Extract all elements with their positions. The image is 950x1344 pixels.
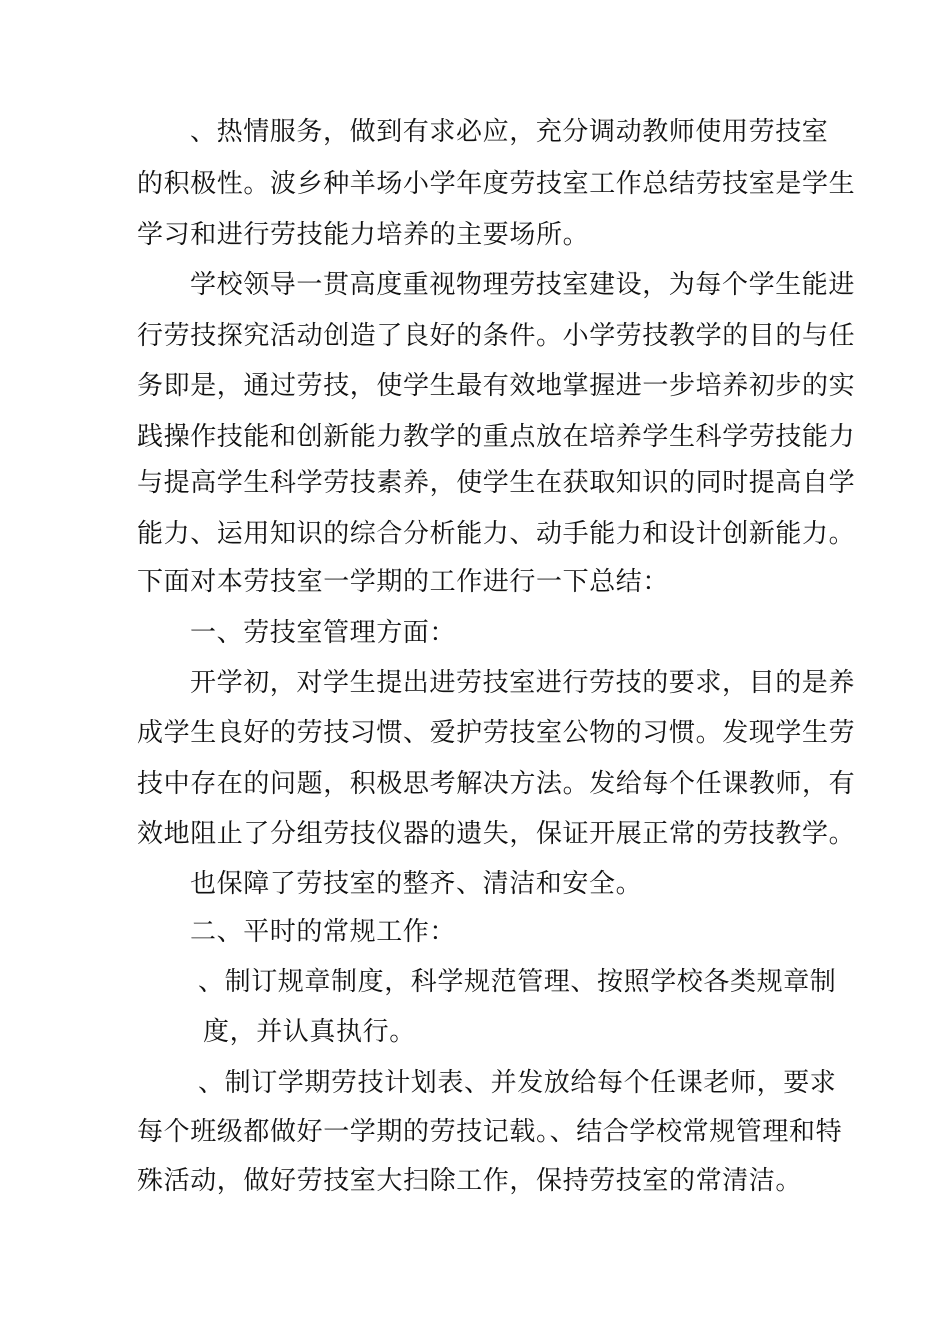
text-line: 、制订规章制度，科学规范管理、按照学校各类规章制 [198,967,837,997]
text-line: 与提高学生科学劳技素养，使学生在获取知识的同时提高自学 [137,468,856,498]
text-line: 、制订学期劳技计划表、并发放给每个任课老师，要求 [198,1068,837,1098]
text-line: 也保障了劳技室的整齐、清洁和安全。 [190,869,643,899]
text-line: 学校领导一贯高度重视物理劳技室建设，为每个学生能进 [190,270,856,300]
text-line: 学习和进行劳技能力培养的主要场所。 [137,220,590,250]
text-line: 务即是，通过劳技，使学生最有效地掌握进一步培养初步的实 [137,371,856,401]
text-line: 效地阻止了分组劳技仪器的遗失，保证开展正常的劳技教学。 [137,819,856,849]
text-line: 的积极性。波乡种羊场小学年度劳技室工作总结劳技室是学生 [137,169,856,199]
section-heading: 一、劳技室管理方面： [190,618,457,648]
section-heading: 二、平时的常规工作： [190,917,457,947]
text-line: 殊活动，做好劳技室大扫除工作，保持劳技室的常清洁。 [137,1166,803,1196]
text-line: 能力、运用知识的综合分析能力、动手能力和设计创新能力。 [137,519,856,549]
text-line: 成学生良好的劳技习惯、爱护劳技室公物的习惯。发现学生劳 [137,718,856,748]
text-line: 下面对本劳技室一学期的工作进行一下总结： [137,567,670,597]
text-line: 、热情服务，做到有求必应，充分调动教师使用劳技室 [190,117,829,147]
text-line: 技中存在的问题，积极思考解决方法。发给每个任课教师，有 [137,769,856,799]
text-line: 每个班级都做好一学期的劳技记载。、结合学校常规管理和特 [137,1117,843,1147]
text-line: 开学初，对学生提出进劳技室进行劳技的要求，目的是养 [190,668,856,698]
text-line: 行劳技探究活动创造了良好的条件。小学劳技教学的目的与任 [137,321,856,351]
text-line: 践操作技能和创新能力教学的重点放在培养学生科学劳技能力 [137,422,856,452]
text-line: 度，并认真执行。 [203,1017,416,1047]
